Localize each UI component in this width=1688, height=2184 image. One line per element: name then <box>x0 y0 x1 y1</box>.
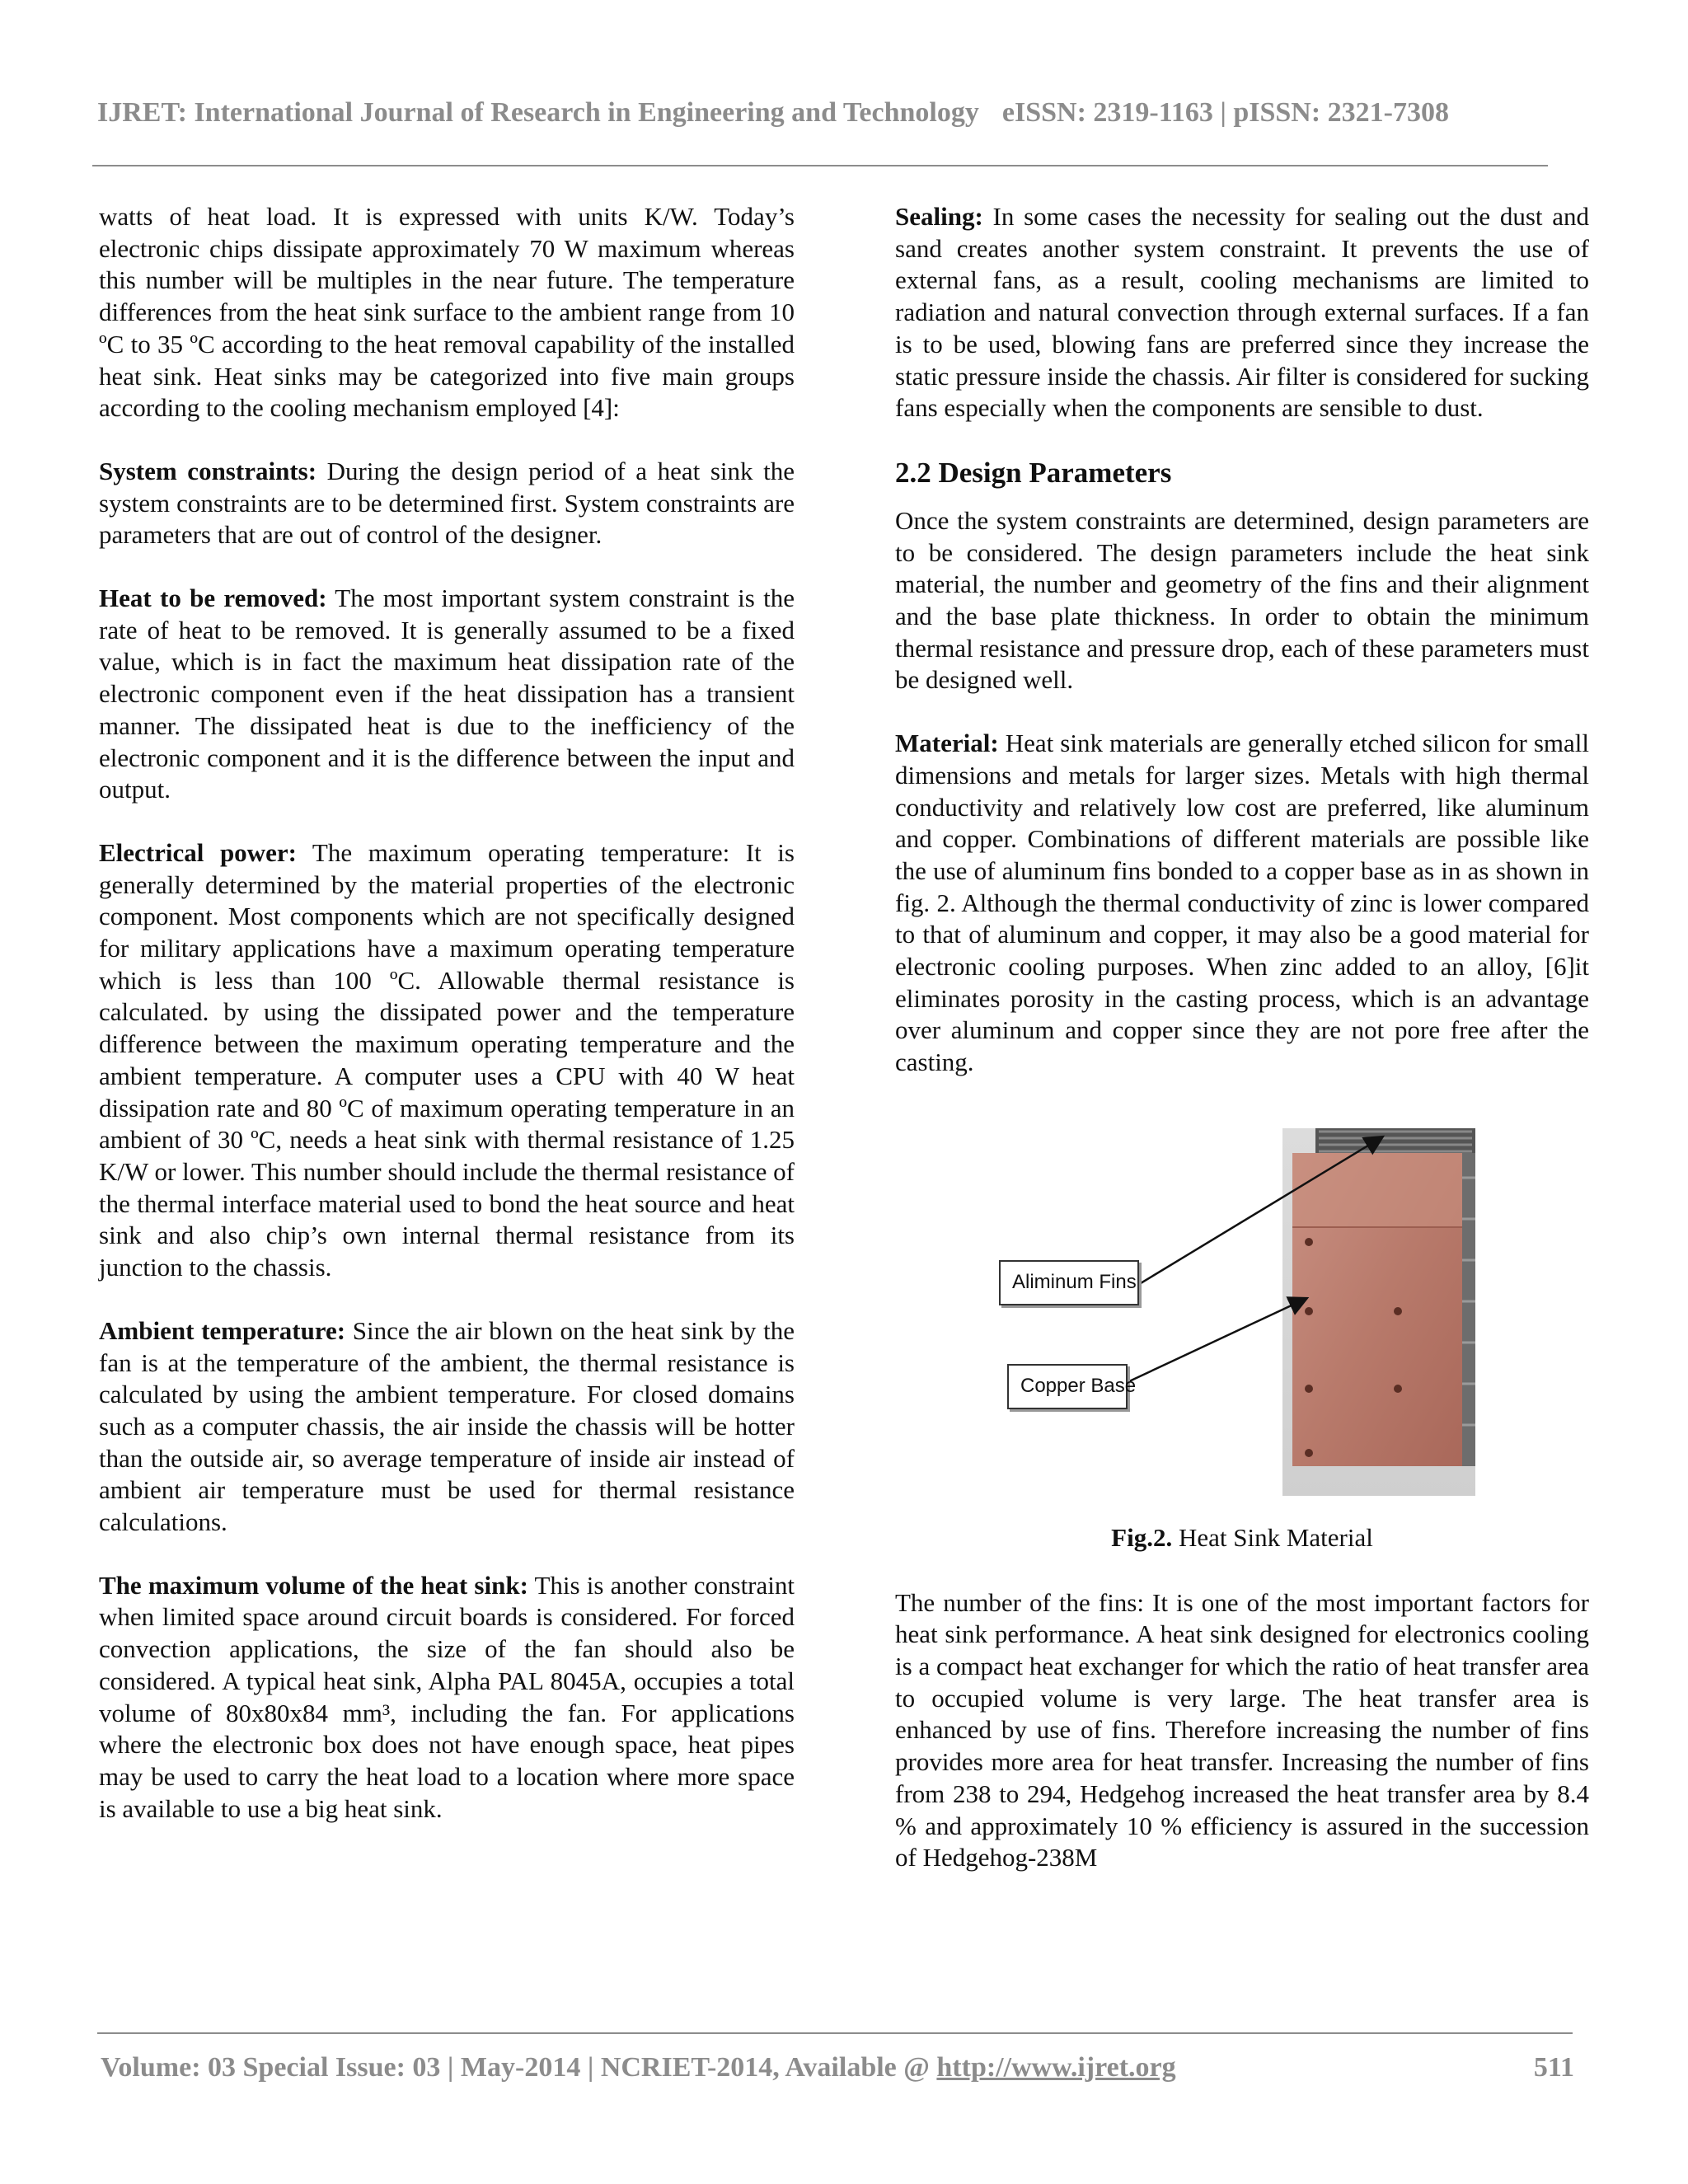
copper-arrow <box>1128 1298 1307 1382</box>
system-constraints-text: During the design period of a heat sink the system constraints are to be determined first. System constraints are parameters that are out of control of the designer. <box>99 456 795 550</box>
sealing-paragraph <box>895 201 1589 424</box>
running-header <box>97 97 1548 129</box>
intro-paragraph: watts of heat load. It is expressed with units K/W. Today’s electronic chips dissipate approximately 70 W maximum whereas this number will be multiples in the near future. The temperature differences from the heat sink surface to the ambient range from 10 ºC to 35 ºC according to the heat removal capability of the installed heat sink. Heat sinks may be categorized into five main groups according to the cooling mechanism employed [4]: <box>99 202 795 423</box>
system-constraints-term: System constraints: <box>99 456 317 485</box>
system-constraints-paragraph <box>99 456 795 551</box>
material-text: Heat sink materials are generally etched silicon for small dimensions and metals for larger sizes. Metals with high thermal conductivity and relatively low cost are preferred, like aluminum and copper. Combinations of different materials are possible like the use of aluminum fins bonded to a copper base as in as shown in fig. 2. Although the thermal conductivity of zinc is lower compared to that of aluminum and copper, it may also be a good material for electronic cooling purposes. When zinc added to an alloy, [6]it eliminates porosity in the casting process, which is an advantage over aluminum and copper since they are not pore free after the casting. <box>895 729 1589 1077</box>
fins-paragraph: The number of the fins: It is one of the most important factors for heat sink performance. A heat sink designed for electronics cooling is a compact heat exchanger for which the ratio of heat transfer area to occupied volume is very large. The heat transfer area is enhanced by use of fins. Therefore increasing the number of fins provides more area for heat transfer. Increasing the number of fins from 238 to 294, Hedgehog increased the heat transfer area by 8.4 % and approximately 10 % efficiency is assured in the succession of Hedgehog-238M <box>895 1587 1589 1872</box>
page-number: 511 <box>1533 2052 1574 2083</box>
max-volume-paragraph <box>99 1570 795 1825</box>
journal-link[interactable]: http://www.ijret.org <box>936 2052 1176 2083</box>
journal-name: IJRET: International Journal of Research in Engineering and Technology <box>97 97 979 128</box>
heat-removed-text: The most important system constraint is the rate of heat to be removed. It is generally assumed to be a fixed value, which is in fact the maximum heat dissipation rate of the electronic component even if the heat dissipation has a transient manner. The dissipated heat is due to the inefficiency of the electronic component and it is the difference between the input and output. <box>99 583 795 804</box>
fins-arrow <box>1141 1137 1383 1283</box>
figure-caption <box>895 1522 1589 1554</box>
sealing-term: Sealing: <box>895 202 983 231</box>
ambient-temperature-term: Ambient temperature: <box>99 1315 346 1345</box>
caption-text: Heat Sink Material <box>1172 1522 1373 1552</box>
footer-rule <box>97 2032 1573 2034</box>
right-column <box>895 201 1589 1874</box>
heat-removed-paragraph <box>99 583 795 806</box>
max-volume-text: This is another constraint when limited space around circuit boards is considered. For forced convection applications, the size of the fan should also be considered. A typical heat sink, Alpha PAL 8045A, occupies a total volume of 80x80x84 mm³, including the fan. For applications where the electronic box does not have enough space, heat pipes may be used to carry the heat load to a location where more space is available to use a big heat sink. <box>99 1570 795 1823</box>
section-title-design-parameters: 2.2 Design Parameters <box>895 456 1172 489</box>
material-paragraph <box>895 728 1589 1079</box>
material-term: Material: <box>895 729 999 758</box>
label-copper-base: Copper Base <box>1007 1364 1128 1409</box>
running-footer <box>101 2052 1574 2083</box>
electrical-power-text: The maximum operating temperature: It is generally determined by the material properties of the electronic component. Most components which are not specifically designed for military applications have a maximum operating temperature which is less than 100 ºC. Allowable thermal resistance is calculated. by using the dissipated power and the temperature difference between the maximum operating temperature and the ambient temperature. A computer uses a CPU with 40 W heat dissipation rate and 80 ºC of maximum operating temperature in an ambient of 30 ºC, needs a heat sink with thermal resistance of 1.25 K/W or lower. This number should include the thermal resistance of the thermal interface material used to bond the heat source and heat sink and also chip’s own internal thermal resistance from its junction to the chassis. <box>99 837 795 1282</box>
ambient-temperature-paragraph <box>99 1315 795 1539</box>
label-aluminum-fins: Aliminum Fins <box>999 1260 1139 1305</box>
electrical-power-term: Electrical power: <box>99 837 297 867</box>
design-parameters-paragraph: Once the system constraints are determined, design parameters are to be considered. The design parameters include the heat sink material, the number and geometry of the fins and their alignment and the base plate thickness. In order to obtain the minimum thermal resistance and pressure drop, each of these parameters must be designed well. <box>895 505 1589 695</box>
issn-line: eISSN: 2319-1163 | pISSN: 2321-7308 <box>1001 97 1449 128</box>
header-rule <box>92 165 1548 166</box>
sealing-text: In some cases the necessity for sealing out the dust and sand creates another system constraint. It prevents the use of external fans, as a result, cooling mechanisms are limited to radiation and natural convection through external surfaces. If a fan is to be used, blowing fans are preferred since they increase the static pressure inside the chassis. Air filter is considered for sucking fans especially when the components are sensible to dust. <box>895 202 1589 423</box>
figure-heat-sink <box>895 1128 1589 1504</box>
heat-removed-term: Heat to be removed: <box>99 583 327 613</box>
caption-label: Fig.2. <box>1111 1522 1173 1552</box>
footer-text: Volume: 03 Special Issue: 03 | May-2014 | NCRIET-2014, Available @ <box>101 2052 937 2083</box>
electrical-power-paragraph <box>99 837 795 1284</box>
max-volume-term: The maximum volume of the heat sink: <box>99 1570 528 1600</box>
figure-callout-arrows <box>895 1128 1589 1504</box>
ambient-temperature-text: Since the air blown on the heat sink by the fan is at the temperature of the ambient, the thermal resistance is calculated by using the ambient temperature. For closed domains such as a computer chassis, the air inside the chassis will be hotter than the outside air, so average temperature of inside air instead of ambient air temperature must be used for thermal resistance calculations. <box>99 1315 795 1537</box>
left-column <box>99 201 795 1825</box>
